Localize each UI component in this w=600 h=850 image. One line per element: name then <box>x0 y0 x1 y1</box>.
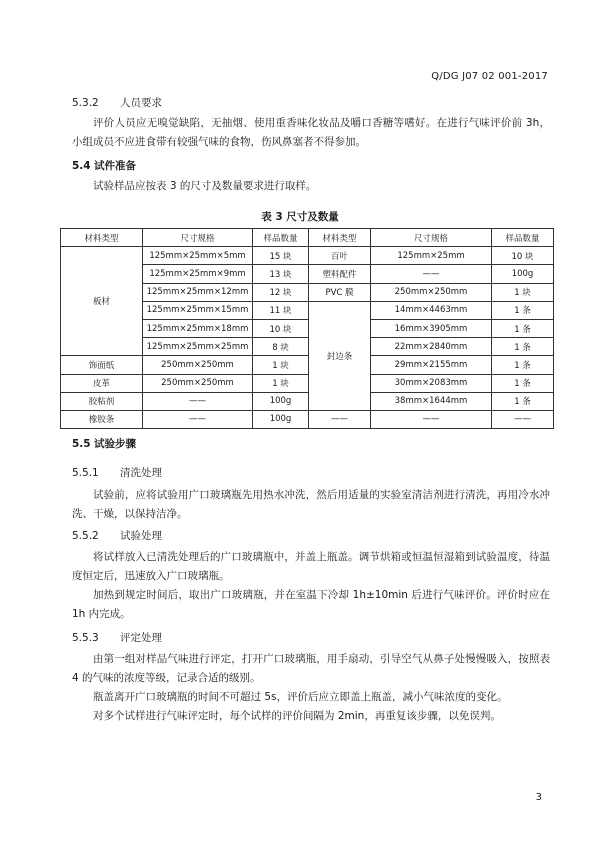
size-cell: 14mm×4463mm <box>371 301 492 319</box>
size-cell: 250mm×250mm <box>143 374 253 392</box>
table-size-and-quantity <box>60 228 554 429</box>
document-code: Q/DG J07 02 001-2017 <box>431 71 548 82</box>
quantity-cell: 1 条 <box>492 392 554 410</box>
quantity-cell: 1 条 <box>492 356 554 374</box>
quantity-cell: —— <box>492 410 554 428</box>
size-cell: 125mm×25mm×18mm <box>143 319 253 337</box>
section-heading-5-5-1 <box>72 465 162 480</box>
section-number: 5.3.2 <box>72 97 99 109</box>
paragraph-test-processing-2: 加热到规定时间后，取出广口玻璃瓶，并在室温下冷却 1h±10min 后进行气味评价。评价时应在 1h 内完成。 <box>72 589 550 620</box>
header-material-type-2: 材料类型 <box>309 229 371 247</box>
table-row <box>61 410 554 428</box>
section-number: 5.5.3 <box>72 632 99 644</box>
section-heading-5-3-2 <box>72 95 162 110</box>
table-caption: 表 3 尺寸及数量 <box>261 211 339 223</box>
page-number: 3 <box>535 792 542 803</box>
quantity-cell: 13 块 <box>253 265 309 283</box>
section-heading-5-5 <box>72 436 136 451</box>
material-cell: 皮革 <box>61 374 143 392</box>
size-cell: —— <box>371 410 492 428</box>
quantity-cell: 12 块 <box>253 283 309 301</box>
size-cell: 125mm×25mm <box>371 247 492 265</box>
table-row <box>61 247 554 265</box>
paragraph-evaluation-2: 瓶盖离开广口玻璃瓶的时间不可超过 5s，评价后应立即盖上瓶盖，减小气味浓度的变化。 <box>93 691 508 703</box>
size-cell: 22mm×2840mm <box>371 338 492 356</box>
quantity-cell: 100g <box>492 265 554 283</box>
table-header-row <box>61 229 554 247</box>
size-cell: —— <box>143 392 253 410</box>
size-cell: 125mm×25mm×12mm <box>143 283 253 301</box>
section-title: 人员要求 <box>120 97 162 109</box>
material-cell: 百叶 <box>309 247 371 265</box>
header-size-spec: 尺寸规格 <box>143 229 253 247</box>
material-cell: 饰面纸 <box>61 356 143 374</box>
header-sample-quantity: 样品数量 <box>253 229 309 247</box>
section-heading-5-4 <box>72 158 136 173</box>
header-sample-quantity-2: 样品数量 <box>492 229 554 247</box>
size-cell: 125mm×25mm×25mm <box>143 338 253 356</box>
material-cell: 胶粘剂 <box>61 392 143 410</box>
quantity-cell: 1 条 <box>492 374 554 392</box>
table-row <box>61 356 554 374</box>
quantity-cell: 1 块 <box>492 283 554 301</box>
paragraph-cleaning: 试验前，应将试验用广口玻璃瓶先用热水冲洗，然后用适量的实验室清洁剂进行清洗，再用冷水冲洗、干燥，以保持洁净。 <box>72 489 550 520</box>
quantity-cell: 10 块 <box>492 247 554 265</box>
size-cell: 125mm×25mm×9mm <box>143 265 253 283</box>
material-board-label: 板材 <box>61 247 143 356</box>
section-title: 评定处理 <box>120 632 162 644</box>
size-cell: 250mm×250mm <box>143 356 253 374</box>
size-cell: 250mm×250mm <box>371 283 492 301</box>
quantity-cell: 1 条 <box>492 338 554 356</box>
quantity-cell: 8 块 <box>253 338 309 356</box>
section-number: 5.5.2 <box>72 530 99 542</box>
quantity-cell: 11 块 <box>253 301 309 319</box>
paragraph-evaluation-3: 对多个试样进行气味评定时，每个试样的评价间隔为 2min，再重复该步骤，以免误判。 <box>93 710 501 722</box>
section-number: 5.5.1 <box>72 467 99 479</box>
size-cell: 16mm×3905mm <box>371 319 492 337</box>
quantity-cell: 1 块 <box>253 356 309 374</box>
paragraph-specimen-preparation: 试验样品应按表 3 的尺寸及数量要求进行取样。 <box>93 180 317 192</box>
section-number: 5.5 <box>72 438 91 450</box>
material-edge-banding-label: 封边条 <box>309 301 371 410</box>
quantity-cell: 1 块 <box>253 374 309 392</box>
size-cell: 125mm×25mm×5mm <box>143 247 253 265</box>
size-cell: 125mm×25mm×15mm <box>143 301 253 319</box>
quantity-cell: 100g <box>253 392 309 410</box>
quantity-cell: 100g <box>253 410 309 428</box>
material-cell: PVC 膜 <box>309 283 371 301</box>
header-material-type: 材料类型 <box>61 229 143 247</box>
section-heading-5-5-3 <box>72 630 162 645</box>
size-cell: 29mm×2155mm <box>371 356 492 374</box>
quantity-cell: 1 条 <box>492 301 554 319</box>
size-cell: 30mm×2083mm <box>371 374 492 392</box>
material-cell: —— <box>309 410 371 428</box>
size-cell: 38mm×1644mm <box>371 392 492 410</box>
section-heading-5-5-2 <box>72 528 162 543</box>
table-row <box>61 392 554 410</box>
section-title: 试件准备 <box>94 160 136 172</box>
paragraph-evaluation-1: 由第一组对样品气味进行评定，打开广口玻璃瓶，用手扇动，引导空气从鼻子处慢慢吸入，按照表 4 的气味的浓度等级，记录合适的级别。 <box>72 653 550 684</box>
size-cell: —— <box>371 265 492 283</box>
header-size-spec-2: 尺寸规格 <box>371 229 492 247</box>
quantity-cell: 10 块 <box>253 319 309 337</box>
quantity-cell: 1 条 <box>492 319 554 337</box>
paragraph-test-processing-1: 将试样放入已清洗处理后的广口玻璃瓶中，并盖上瓶盖。调节烘箱或恒温恒湿箱到试验温度，待温度恒定后，迅速放入广口玻璃瓶。 <box>72 551 550 582</box>
section-title: 试验步骤 <box>94 438 136 450</box>
material-cell: 塑料配件 <box>309 265 371 283</box>
section-title: 试验处理 <box>120 530 162 542</box>
size-cell: —— <box>143 410 253 428</box>
material-cell: 橡胶条 <box>61 410 143 428</box>
paragraph-personnel-requirements: 评价人员应无嗅觉缺陷，无抽烟、使用重香味化妆品及嚼口香糖等嗜好。在进行气味评价前 3h，小组成员不应进食带有较强气味的食物，伤风鼻塞者不得参加。 <box>72 117 550 148</box>
section-title: 清洗处理 <box>120 467 162 479</box>
section-number: 5.4 <box>72 160 91 172</box>
table-row <box>61 374 554 392</box>
quantity-cell: 15 块 <box>253 247 309 265</box>
